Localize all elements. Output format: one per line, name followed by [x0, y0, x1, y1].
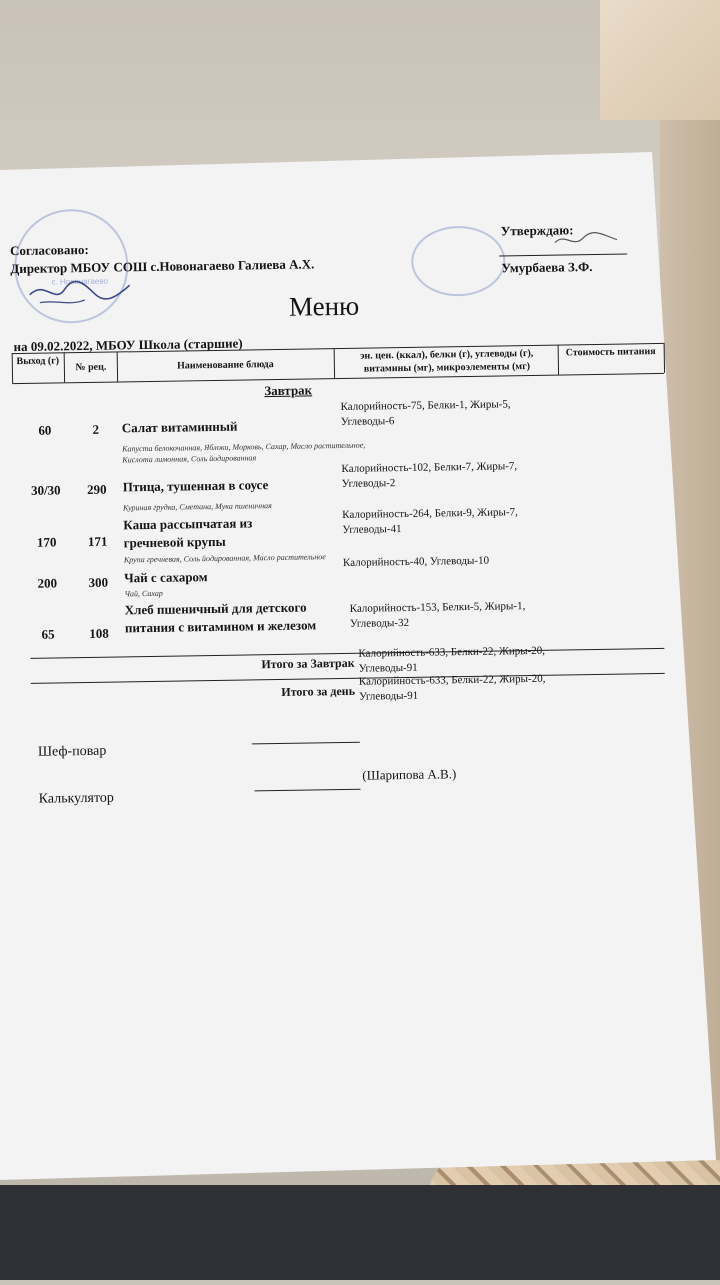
- col-line: [117, 351, 118, 381]
- row-ingredients: Капуста белокочанная, Яблоки, Морковь, Сахар, Масло растительное, Кислота лимонная, Соль йодированная: [122, 440, 366, 465]
- approve-signature-line: [499, 253, 627, 256]
- agreed-by: Директор МБОУ СОШ с.Новонагаево Галиева А.Х.: [10, 256, 315, 277]
- col-line: [334, 348, 335, 378]
- row-yield: 30/30: [30, 482, 61, 498]
- col-header-dish: Наименование блюда: [176, 359, 274, 372]
- menu-subtitle: на 09.02.2022, МБОУ Школа (старшие): [13, 335, 243, 355]
- row-yield: 200: [37, 575, 58, 591]
- row-nutrition: Калорийность-153, Белки-5, Жиры-1, Углеводы-32: [349, 600, 526, 630]
- row-recipe: 171: [87, 533, 108, 549]
- row-dish: Хлеб пшеничный для детского питания с витамином и железом: [124, 599, 317, 636]
- row-yield: 60: [38, 422, 52, 438]
- approved-by: Умурбаева З.Ф.: [501, 259, 593, 276]
- total-day-label: Итого за день: [281, 683, 356, 699]
- calculator-name: (Шарипова А.В.): [362, 766, 457, 783]
- total-day-nutrition: Калорийность-633, Белки-22, Жиры-20, Углеводы-91: [358, 672, 546, 703]
- row-recipe: 108: [89, 625, 109, 641]
- row-dish: Каша рассыпчатая из гречневой крупы: [123, 515, 253, 551]
- row-yield: 170: [36, 534, 57, 550]
- section-breakfast: Завтрак: [264, 382, 313, 399]
- row-dish: Птица, тушенная в соусе: [122, 477, 269, 495]
- row-ingredients: Куриная грудка, Сметана, Мука пшеничная: [123, 501, 272, 513]
- calculator-signature-line: [255, 789, 361, 792]
- col-header-cost: Стоимость питания: [565, 346, 656, 359]
- approve-label: Утверждаю:: [500, 222, 574, 239]
- col-header-yield: Выход (г): [16, 355, 60, 368]
- total-day-line: [31, 673, 665, 684]
- row-recipe: 300: [88, 574, 109, 590]
- row-nutrition: Калорийность-75, Белки-1, Жиры-5, Углеводы-6: [340, 398, 511, 428]
- page-title: Меню: [288, 290, 360, 322]
- row-ingredients: Крупа гречневая, Соль йодированная, Масло растительное: [123, 552, 326, 565]
- director-signature: [24, 273, 135, 315]
- col-header-recipe: № рец.: [75, 361, 107, 374]
- col-header-nutrition: эн. цен. (ккал), белки (г), углеводы (г), витамины (мг), микроэлементы (мг): [360, 347, 534, 375]
- total-breakfast-nutrition: Калорийность-633, Белки-22, Жиры-20, Углеводы-91: [358, 644, 546, 675]
- chef-label: Шеф-повар: [37, 743, 107, 760]
- row-nutrition: Калорийность-264, Белки-9, Жиры-7, Углеводы-41: [342, 506, 518, 536]
- row-yield: 65: [41, 626, 55, 642]
- chef-signature-line: [252, 742, 360, 745]
- row-dish: Салат витаминный: [121, 418, 238, 436]
- row-recipe: 290: [86, 481, 107, 497]
- approval-stamp: [411, 225, 506, 296]
- row-nutrition: Калорийность-102, Белки-7, Жиры-7, Углеводы-2: [341, 460, 518, 490]
- row-dish: Чай с сахаром: [124, 569, 208, 586]
- row-ingredients: Чай, Сахар: [124, 588, 163, 599]
- col-line: [664, 343, 665, 373]
- calculator-label: Калькулятор: [38, 790, 114, 807]
- total-breakfast-label: Итого за Завтрак: [261, 655, 355, 672]
- stamp-text: с. Новонагаево: [51, 276, 109, 287]
- row-recipe: 2: [92, 421, 100, 437]
- row-nutrition: Калорийность-40, Углеводы-10: [342, 554, 490, 569]
- agreed-label: Согласовано:: [9, 241, 89, 259]
